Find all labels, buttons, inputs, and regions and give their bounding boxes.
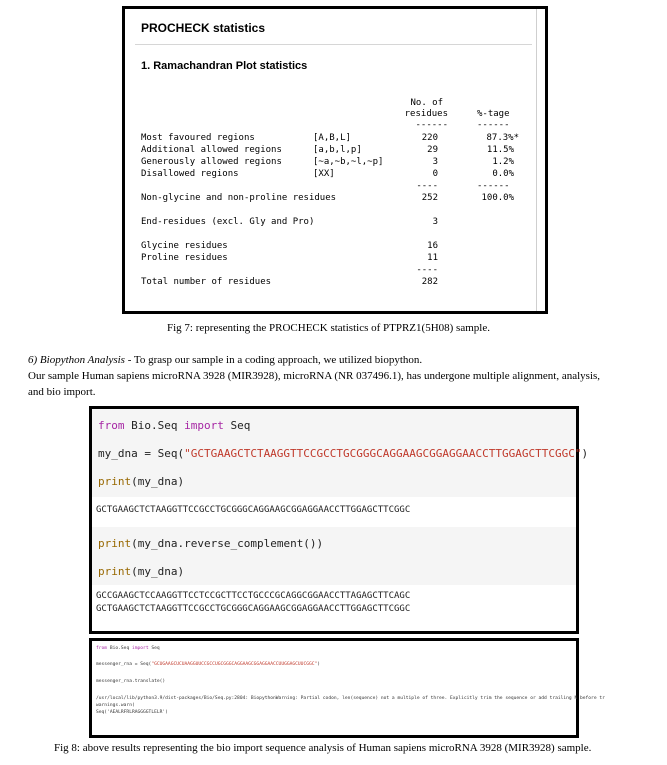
print-args: (my_dna) bbox=[131, 475, 185, 488]
section-heading-line bbox=[28, 352, 422, 368]
code-cell-output bbox=[92, 585, 576, 631]
fig7-caption: Fig 7: representing the PROCHECK statistics of PTPRZ1(5H08) sample. bbox=[167, 322, 490, 334]
warning-line: warnings.warn( bbox=[96, 703, 135, 708]
procheck-figure bbox=[122, 6, 548, 314]
row-label: Disallowed regions bbox=[141, 169, 239, 179]
paragraph-line: Our sample Human sapiens microRNA 3928 (MIR3928), microRNA (NR 037496.1), has undergone multiple alignment, analysis, bbox=[28, 370, 601, 382]
print-fn: print bbox=[98, 475, 132, 488]
row-codes: [~a,~b,~l,~p] bbox=[313, 157, 384, 167]
section-heading: 6) Biopython Analysis bbox=[28, 354, 125, 366]
module-name: Bio.Seq bbox=[124, 419, 185, 432]
sum-dash-count: ---- bbox=[416, 181, 438, 191]
code-cell-output bbox=[92, 497, 576, 527]
col-header-count-1: No. of bbox=[410, 98, 443, 108]
row-count: 3 bbox=[432, 157, 438, 167]
glycine-label: Glycine residues bbox=[141, 241, 228, 251]
total-label: Total number of residues bbox=[141, 277, 272, 287]
assign-suffix: ) bbox=[581, 447, 589, 460]
print-args: (my_dna) bbox=[131, 565, 185, 578]
code-line-assign bbox=[98, 447, 588, 460]
row-count: 0 bbox=[432, 169, 438, 179]
code-line-import bbox=[98, 419, 250, 432]
nongly-count: 252 bbox=[421, 193, 438, 203]
row-label: Additional allowed regions bbox=[141, 145, 282, 155]
code-line-print bbox=[98, 537, 323, 550]
row-count: 220 bbox=[421, 133, 438, 143]
row-codes: [XX] bbox=[313, 169, 335, 179]
nongly-label: Non-glycine and non-proline residues bbox=[141, 193, 337, 203]
code-screenshot-1 bbox=[89, 406, 589, 634]
row-codes: [A,B,L] bbox=[313, 133, 351, 143]
section-heading-rest: - To grasp our sample in a coding approach, we utilized biopython. bbox=[124, 354, 423, 366]
code-line-print bbox=[98, 475, 184, 488]
row-pct: 87.3%* bbox=[486, 133, 519, 143]
assign-prefix: messenger_rna = Seq( bbox=[96, 662, 152, 667]
col-header-pct: %-tage bbox=[477, 109, 510, 119]
module-name: Bio.Seq bbox=[107, 646, 132, 651]
procheck-title: PROCHECK statistics bbox=[141, 21, 266, 35]
output-sequence: GCTGAAGCTCTAAGGTTCCGCCTGCGGGCAGGAAGCGGAGGAACCTTGGAGCTTCGGC bbox=[96, 604, 411, 614]
print-args: (my_dna.reverse_complement()) bbox=[131, 537, 324, 550]
import-name: Seq bbox=[148, 646, 160, 651]
keyword-import: import bbox=[184, 419, 224, 432]
col-header-count-2: residues bbox=[404, 109, 448, 119]
assign-suffix: ) bbox=[317, 662, 321, 667]
total-count: 282 bbox=[421, 277, 438, 287]
col-dash-pct: ------ bbox=[477, 120, 510, 130]
assign-prefix: my_dna = Seq( bbox=[98, 447, 185, 460]
code-screenshot-2 bbox=[89, 638, 605, 738]
translate-output: Seq('AEALRFRLRAGGGGTLELR') bbox=[96, 710, 168, 715]
code-line-print bbox=[98, 565, 184, 578]
nongly-pct: 100.0% bbox=[481, 193, 514, 203]
row-pct: 0.0% bbox=[492, 169, 514, 179]
glycine-count: 16 bbox=[427, 241, 438, 251]
row-count: 29 bbox=[427, 145, 438, 155]
row-label: Generously allowed regions bbox=[141, 157, 282, 167]
code-line-assign bbox=[96, 662, 320, 667]
divider bbox=[135, 44, 532, 45]
fig8-caption: Fig 8: above results representing the bio import sequence analysis of Human sapiens microRNA 3928 (MIR3928) sample. bbox=[54, 742, 592, 754]
print-fn: print bbox=[98, 537, 132, 550]
total-dash: ---- bbox=[416, 265, 438, 275]
rna-string: "GCUGAAGCUCUAAGGUUCCGCCUGCGGGCAGGAAGCGGAGGAACCUUGGAGCUUCGGC" bbox=[151, 662, 318, 667]
output-sequence: GCCGAAGCTCCAAGGTTCCTCCGCTTCCTGCCCGCAGGCGGAACCTTAGAGCTTCAGC bbox=[96, 591, 411, 601]
row-pct: 1.2% bbox=[492, 157, 514, 167]
keyword-from: from bbox=[96, 646, 108, 651]
proline-label: Proline residues bbox=[141, 253, 228, 263]
row-label: Most favoured regions bbox=[141, 133, 255, 143]
dna-string: "GCTGAAGCTCTAAGGTTCCGCCTGCGGGCAGGAAGCGGAGGAACCTTGGAGCTTCGGC" bbox=[184, 447, 582, 460]
warning-line: /usr/local/lib/python3.9/dist-packages/Bio/Seq.py:2804: BiopythonWarning: Partial codon, len(sequence) not a multiple of three. Explicitly trim the sequence or add trailing N before tr bbox=[96, 696, 605, 701]
code-cell-input bbox=[92, 409, 589, 497]
paragraph-line: and bio import. bbox=[28, 386, 96, 398]
keyword-from: from bbox=[98, 419, 125, 432]
code-line-translate: messenger_rna.translate() bbox=[96, 679, 166, 684]
sum-dash-pct: ------ bbox=[477, 181, 510, 191]
print-fn: print bbox=[98, 565, 132, 578]
code-cell-input bbox=[92, 527, 576, 585]
end-residues-label: End-residues (excl. Gly and Pro) bbox=[141, 217, 315, 227]
output-sequence: GCTGAAGCTCTAAGGTTCCGCCTGCGGGCAGGAAGCGGAGGAACCTTGGAGCTTCGGC bbox=[96, 505, 411, 515]
code-line-import bbox=[96, 646, 160, 651]
end-residues-count: 3 bbox=[432, 217, 438, 227]
proline-count: 11 bbox=[427, 253, 438, 263]
import-name: Seq bbox=[223, 419, 251, 432]
procheck-panel bbox=[125, 9, 537, 311]
row-codes: [a,b,l,p] bbox=[313, 145, 362, 155]
col-dash-count: ------ bbox=[415, 120, 448, 130]
keyword-import: import bbox=[131, 646, 149, 651]
ramachandran-subtitle: 1. Ramachandran Plot statistics bbox=[141, 60, 308, 72]
row-pct: 11.5% bbox=[486, 145, 514, 155]
